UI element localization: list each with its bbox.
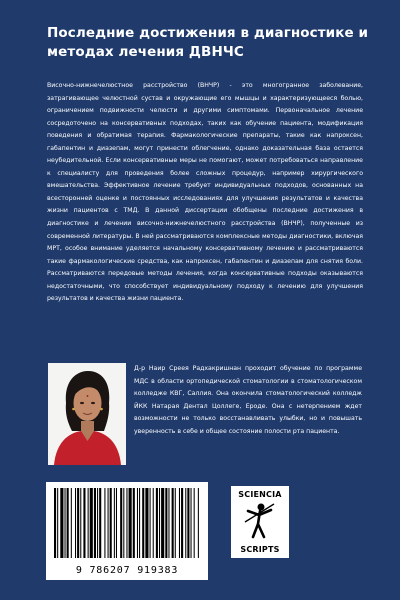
publisher-name-line2: SCRIPTS — [240, 545, 280, 554]
publisher-logo — [231, 486, 289, 558]
publisher-name-line1: SCIENCIA — [238, 490, 282, 499]
publisher-figure-icon — [244, 502, 276, 540]
author-portrait-image — [48, 363, 126, 465]
barcode-bars — [46, 482, 208, 562]
isbn-barcode — [46, 482, 208, 580]
book-abstract: Височно-нижнечелюстное расстройство (ВНЧР) - это многогранное заболевание, затрагивающее челюстной сустав и окружающие его мышцы и характеризующееся болью, ограничением подвижности челюсти и другими симптомами. Первоначальное лечение сосредоточено на консервативных подходах, таких как обучение пациента, модификация поведения и обратимая терапия. Фармакологические препараты, такие как напроксен, габапентин и диазепам, могут принести облегчение, однако доказательная база остается неубедительной. Если консервативные меры не помогают, может потребоваться направление к специалисту для проведения более сложных процедур, например хирургического вмешательства. Эффективное лечение требует индивидуальных подходов, основанных на всесторонней оценке и постоянных исследованиях для улучшения результатов и качества жизни пациентов с ТМД. В данной диссертации обобщены последние достижения в диагностике и лечении височно-нижнечелюстного расстройства (ВНЧР), полученные из современной литературы. В ней рассматриваются комплексные методы диагностики, включая МРТ, особое внимание уделяется начальному консервативному лечению и рассматриваются такие фармакологические средства, как напроксен, габапентин и диазепам для снятия боли. Рассматриваются передовые методы лечения, когда консервативные подходы оказываются недостаточными, что способствует индивидуальному подходу к лечению для улучшения результатов и качества жизни пациента. — [47, 82, 363, 303]
book-title: Последние достижения в диагностике и методах лечения ДВНЧС — [47, 25, 369, 60]
author-bio: Д-р Наир Среея Радхакришнан проходит обучение по программе МДС в области ортопедической стоматологии в стоматологическом колледже КВГ, Саллия. Она окончила стоматологический колледж ЙКК Натарая Дентал Цоллеге, Ероде. Она с нетерпением ждет возможности не только восстанавливать улыбки, но и повышать уверенность в себе и общее состояние полости рта пациента. — [134, 365, 362, 435]
isbn-number: 9 786207 919383 — [75, 565, 179, 576]
author-photo — [48, 363, 126, 465]
